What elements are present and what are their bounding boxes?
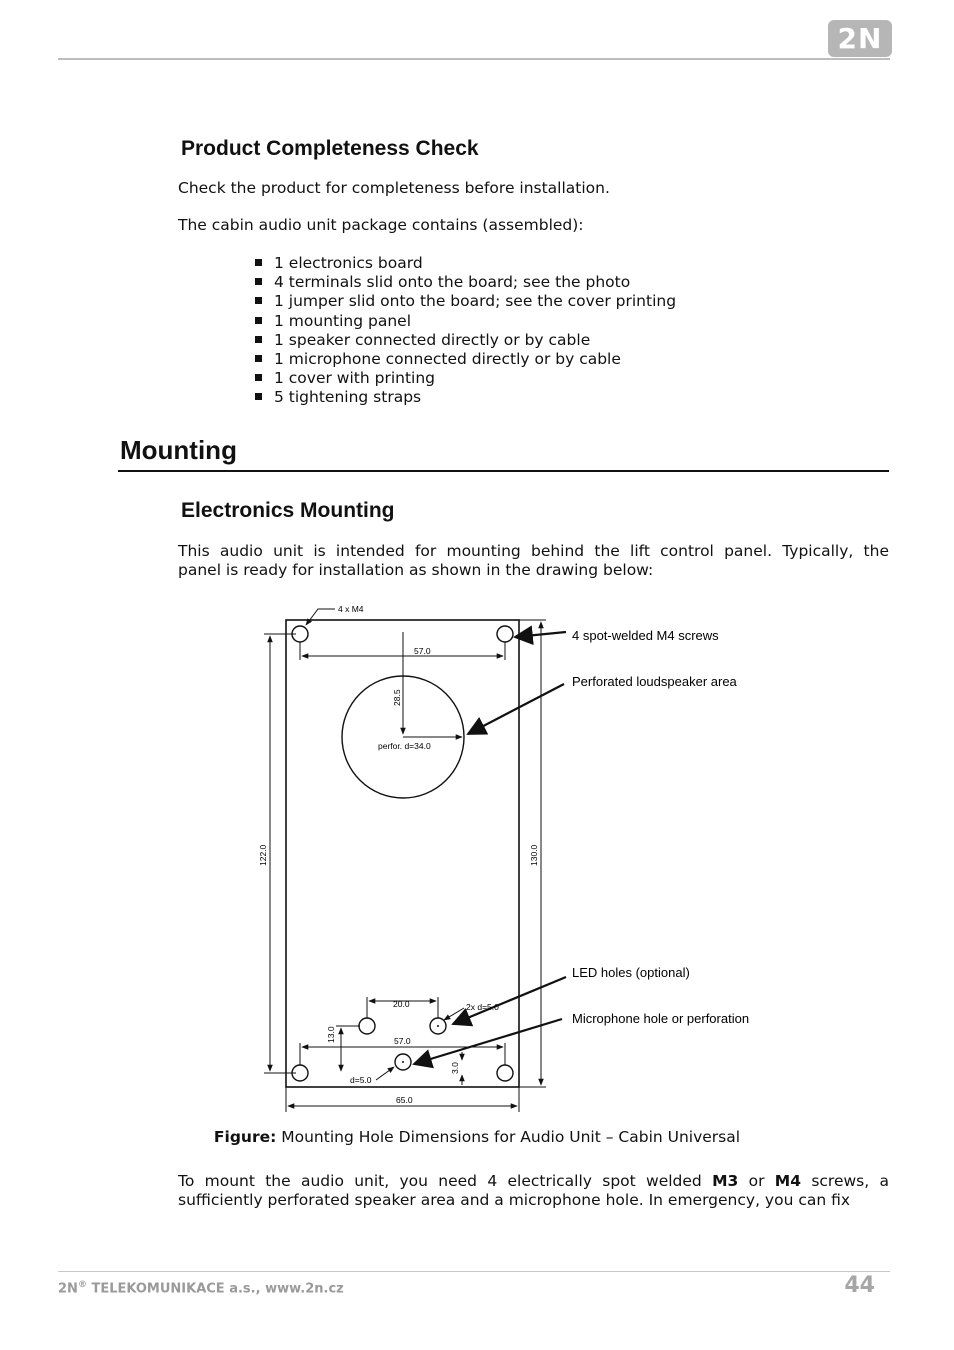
- footer-company: [58, 1280, 344, 1296]
- caption-text: Mounting Hole Dimensions for Audio Unit – Cabin Universal: [281, 1128, 741, 1146]
- caption-label: Figure:: [213, 1128, 277, 1146]
- page-number: 44: [844, 1273, 875, 1298]
- label-total-width: 65.0: [396, 1095, 413, 1105]
- label-led-diameter: 2x d=5.0: [466, 1002, 499, 1012]
- paragraph-closing-line1: [178, 1172, 889, 1192]
- closing-text-end: screws, a: [811, 1172, 889, 1190]
- label-bottom-width: 57.0: [394, 1036, 411, 1046]
- section-heading-completeness: Product Completeness Check: [181, 137, 479, 160]
- chapter-heading-mounting: Mounting: [120, 435, 237, 465]
- section-heading-electronics: Electronics Mounting: [181, 499, 395, 522]
- screw-hole: [497, 1065, 513, 1081]
- paragraph-package: The cabin audio unit package contains (assembled):: [178, 216, 584, 234]
- list-item-text: 1 electronics board: [274, 254, 423, 272]
- closing-m4: M4: [774, 1172, 802, 1190]
- label-right-height: 130.0: [529, 844, 539, 866]
- closing-text: To mount the audio unit, you need 4 electrically spot welded: [178, 1172, 702, 1190]
- footer-divider: [58, 1271, 890, 1272]
- paragraph-check: Check the product for completeness before installation.: [178, 179, 610, 197]
- list-item-text: 1 mounting panel: [274, 311, 411, 330]
- footer-company-text: TELEKOMUNIKACE a.s., www.2n.cz: [91, 1281, 344, 1297]
- closing-or: or: [748, 1172, 765, 1190]
- paragraph-intro-line2: panel is ready for installation as shown in the drawing below:: [178, 561, 654, 579]
- list-item-text: 4 terminals slid onto the board; see the photo: [274, 273, 631, 292]
- label-screws: 4 x M4: [338, 604, 364, 614]
- list-item-text: 1 microphone connected directly or by cable: [274, 349, 621, 368]
- list-item-text: 5 tightening straps: [274, 388, 422, 407]
- annotation-screws: 4 spot-welded M4 screws: [572, 628, 719, 643]
- label-perforation: perfor. d=34.0: [378, 741, 431, 751]
- paragraph-closing-line2: sufficiently perforated speaker area and a microphone hole. In emergency, you can fix: [178, 1191, 851, 1209]
- list-item-text: 1 speaker connected directly or by cable: [274, 330, 591, 349]
- label-mic-offset: 3.0: [450, 1062, 460, 1074]
- label-led-spacing: 20.0: [393, 999, 410, 1009]
- label-speaker-offset: 28.5: [392, 689, 402, 706]
- annotation-mic: Microphone hole or perforation: [572, 1011, 750, 1026]
- list-item-text: 1 cover with printing: [274, 369, 436, 388]
- list-item-text: 1 jumper slid onto the board; see the cover printing: [274, 292, 677, 311]
- registered-mark: ®: [77, 1280, 87, 1290]
- closing-m3: M3: [712, 1172, 739, 1190]
- figure-caption: [0, 1128, 954, 1146]
- label-left-height: 122.0: [258, 844, 268, 866]
- brand-logo: 2N: [828, 20, 892, 57]
- footer-brand: 2N: [58, 1281, 78, 1297]
- label-mic-diameter: d=5.0: [350, 1075, 372, 1085]
- annotation-speaker: Perforated loudspeaker area: [572, 674, 737, 689]
- screw-hole: [497, 626, 513, 642]
- led-hole: [359, 1018, 375, 1034]
- annotation-led: LED holes (optional): [572, 965, 690, 980]
- label-top-width: 57.0: [414, 646, 431, 656]
- paragraph-intro-line1: This audio unit is intended for mounting behind the lift control panel. Typically, the: [178, 542, 889, 560]
- label-led-offset: 13.0: [326, 1026, 336, 1043]
